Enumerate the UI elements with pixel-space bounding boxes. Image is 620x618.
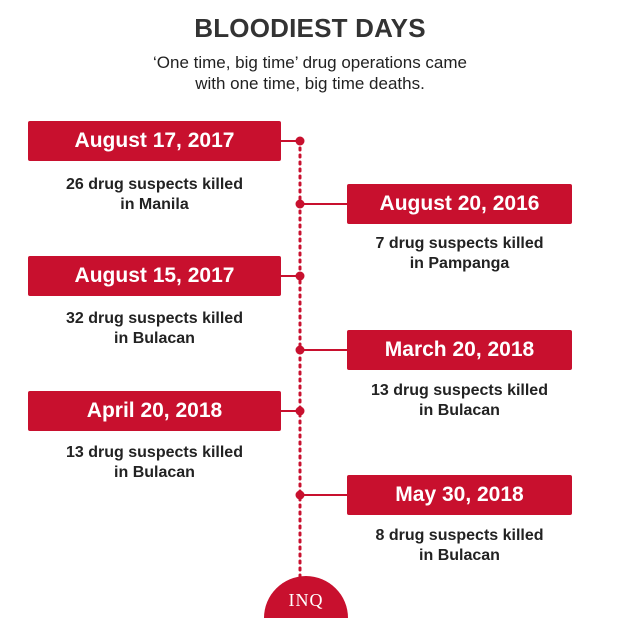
timeline-dot-event-6 (296, 491, 305, 500)
event-location-text: in Pampanga (409, 255, 510, 272)
timeline-dot-event-1 (296, 137, 305, 146)
event-location-text: in Bulacan (419, 402, 500, 419)
event-location-text: in Bulacan (114, 330, 195, 347)
event-description (347, 381, 572, 421)
event-date: August 20, 2016 (347, 184, 572, 224)
event-count-text: 13 drug suspects killed (66, 444, 243, 461)
event-date: April 20, 2018 (28, 391, 281, 431)
event-count-text: 32 drug suspects killed (66, 310, 243, 327)
event-date: August 17, 2017 (28, 121, 281, 161)
event-count-text: 13 drug suspects killed (371, 382, 548, 399)
event-date: March 20, 2018 (347, 330, 572, 370)
inquirer-logo-text: INQ (288, 590, 324, 610)
page-title: BLOODIEST DAYS (194, 13, 426, 43)
timeline-dot-event-5 (296, 407, 305, 416)
event-date: August 15, 2017 (28, 256, 281, 296)
timeline-dot-event-3 (296, 272, 305, 281)
event-count-text: 7 drug suspects killed (375, 235, 544, 252)
event-count-text: 8 drug suspects killed (375, 527, 544, 544)
event-count-text: 26 drug suspects killed (66, 176, 243, 193)
event-description (28, 443, 281, 483)
subtitle-line-1: ‘One time, big time’ drug operations came (152, 53, 468, 72)
event-description (28, 309, 281, 349)
event-location-text: in Bulacan (419, 547, 500, 564)
timeline-dot-event-4 (296, 346, 305, 355)
event-date: May 30, 2018 (347, 475, 572, 515)
timeline-dot-event-2 (296, 200, 305, 209)
event-description (28, 175, 281, 215)
subtitle-line-2: with one time, big time deaths. (195, 74, 425, 93)
event-description (347, 234, 572, 274)
event-location-text: in Manila (120, 196, 189, 213)
event-description (347, 526, 572, 566)
event-location-text: in Bulacan (114, 464, 195, 481)
